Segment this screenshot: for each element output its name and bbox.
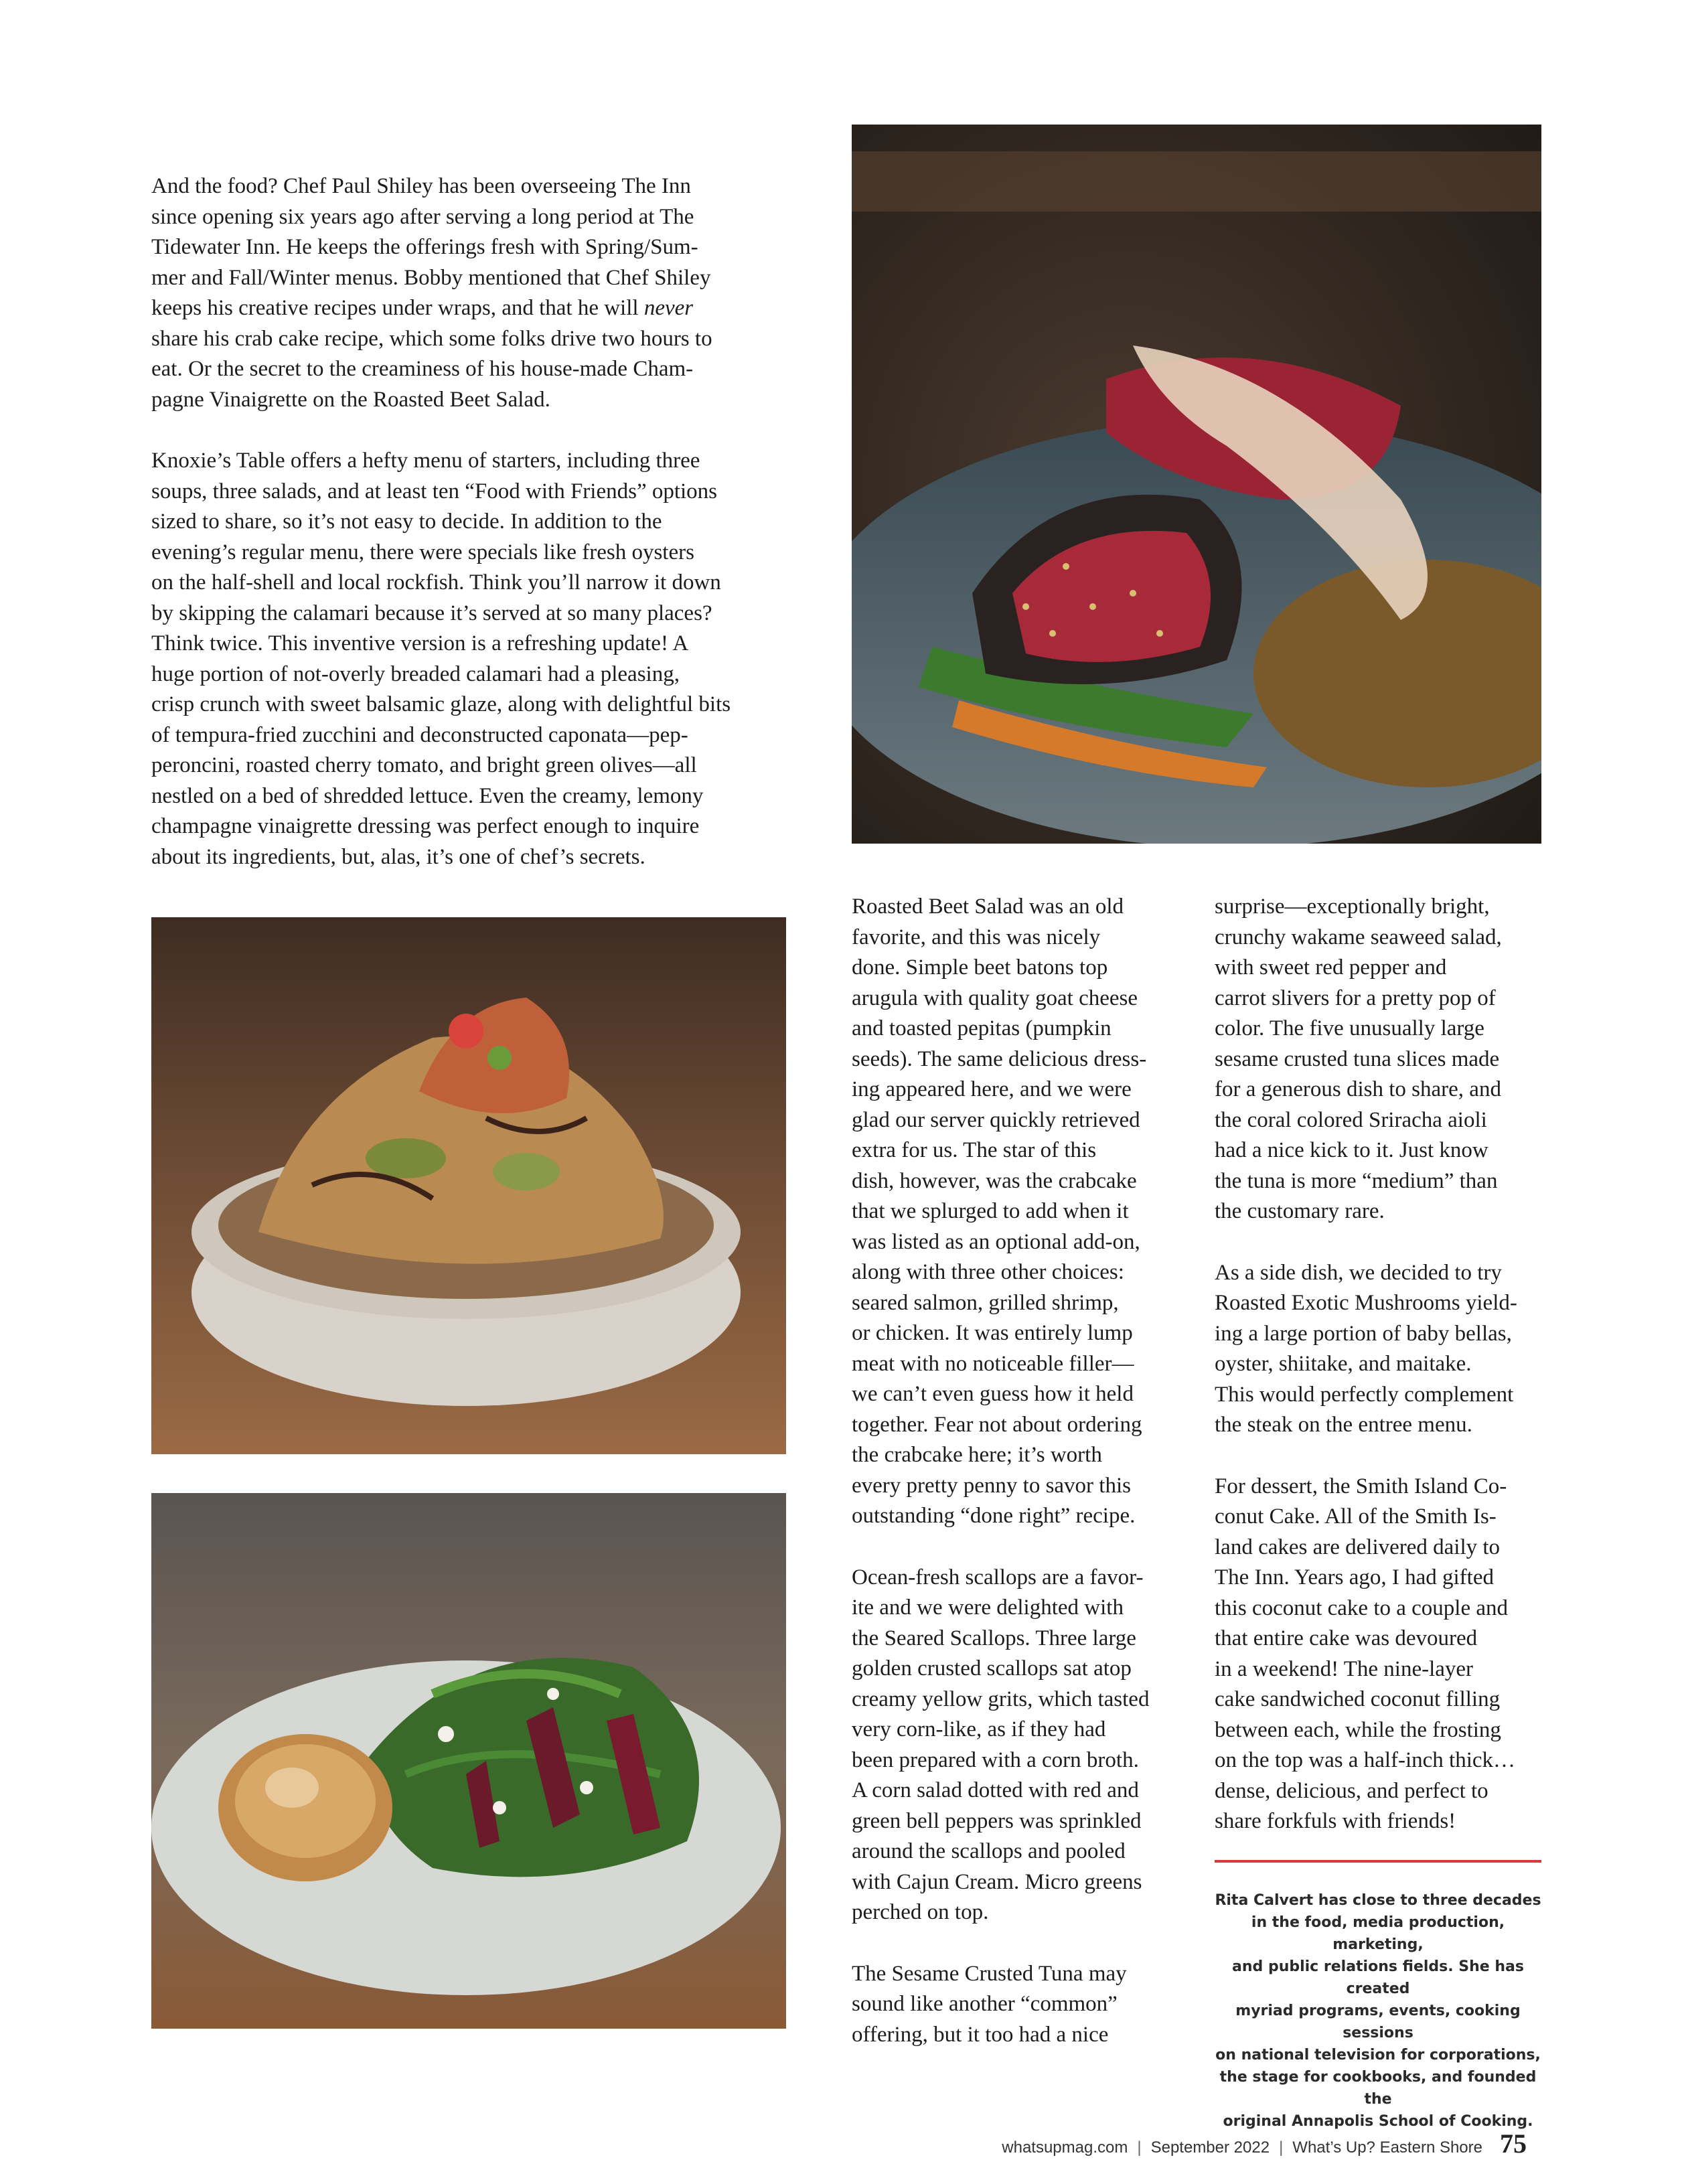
column-right [1215, 892, 1549, 1837]
photo-sesame-tuna [852, 125, 1541, 844]
paragraph-scallops: Ocean-fresh scallops are a favor- ite and we were delighted with the Seared Scallops. Three large golden crusted scallops sat atop creamy yellow grits, which tasted very corn-like, as if they had been prepared with a corn broth. A corn salad dotted with red and green bell peppers was sprinkled around the scallops and pooled with Cajun Cream. Micro greens perched on top. [852, 1565, 1150, 1924]
paragraph-tuna-continued: surprise—exceptionally bright, crunchy wakame seaweed salad, with sweet red pepper and carrot slivers for a pretty pop of color. The five unusually large sesame crusted tuna slices made for a generous dish to share, and the coral colored Sriracha aioli had a nice kick to it. Just know the tuna is more “medium” than the customary rare. [1215, 894, 1502, 1223]
beet-salad-image [151, 1493, 786, 2029]
paragraph-sesame-tuna: The Sesame Crusted Tuna may sound like another “common” offering, but it too had a nice [852, 1961, 1127, 2047]
paragraph-mushrooms: As a side dish, we decided to try Roasted Exotic Mushrooms yield- ing a large portion of baby bellas, oyster, shiitake, and maitake. This would perfectly complement the steak on the entree menu. [1215, 1260, 1517, 1437]
paragraph-beet-salad: Roasted Beet Salad was an old favorite, and this was nicely done. Simple beet batons top arugula with quality goat cheese and toasted pepitas (pumpkin seeds). The same delicious dress- ing appeared here, and we were glad our server quickly retrieved extra for us. The star of this dish, however, was the crabcake that we splurged to add when it was listed as an optional add-on, along with three other choices: seared salmon, grilled shrimp, or chicken. It was entirely lump meat with no noticeable filler— we can’t even guess how it held together. Fear not about ordering the crabcake here; it’s worth every pretty penny to savor this outstanding “done right” recipe. [852, 894, 1147, 1528]
footer-separator: | [1279, 2138, 1284, 2157]
column-left-top [151, 171, 794, 872]
page-number: 75 [1500, 2128, 1527, 2159]
column-middle [852, 892, 1187, 2050]
footer-site: whatsupmag.com [1002, 2138, 1128, 2157]
footer-publication: What’s Up? Eastern Shore [1292, 2138, 1482, 2157]
paragraph-dessert: For dessert, the Smith Island Co- conut Cake. All of the Smith Is- land cakes are delivered daily to The Inn. Years ago, I had gifted this coconut cake to a couple and that entire cake was devoured in a weekend! The nine-layer cake sandwiched coconut filling between each, while the frosting on the top was a half-inch thick… dense, delicious, and perfect to share forkfuls with friends! [1215, 1474, 1516, 1833]
paragraph-intro: And the food? Chef Paul Shiley has been overseeing The Inn since opening six years ago after serving a long period at The Tidewater Inn. He keeps the offerings fresh with Spring/Sum- mer and Fall/Winter menus. Bobby mentioned that Chef Shiley keeps his creative recipes under wraps, and that he will never share his crab cake recipe, which some folks drive two hours to eat. Or the secret to the creaminess of his house-made Cham- pagne Vinaigrette on the Roasted Beet Salad. [151, 174, 712, 412]
photo-beet-salad-crabcake [151, 1493, 786, 2029]
calamari-image [151, 917, 786, 1454]
footer-date: September 2022 [1150, 2138, 1270, 2157]
paragraph-knoxies-table: Knoxie’s Table offers a hefty menu of starters, including three soups, three salads, and at least ten “Food with Friends” options sized to share, so it’s not easy to decide. In addition to the evening’s regular menu, there were specials like fresh oysters on the half-shell and local rockfish. Think you’ll narrow it down by skipping the calamari because it’s served at so many places? Think twice. This inventive version is a refreshing update! A huge portion of not-overly breaded calamari had a pleasing, crisp crunch with sweet balsamic glaze, along with delightful bits of tempura-fried zucchini and deconstructed caponata—pep- peroncini, roasted cherry tomato, and bright green olives—all nestled on a bed of shredded lettuce. Even the creamy, lemony champagne vinaigrette dressing was perfect enough to inquire about its ingredients, but, alas, it’s one of chef’s secrets. [151, 449, 731, 869]
tuna-image [852, 125, 1541, 844]
bio-divider [1215, 1860, 1541, 1863]
page-footer [1002, 2128, 1527, 2159]
author-bio: Rita Calvert has close to three decades in the food, media production, marketing, and public relations fields. She has created myriad programs, events, cooking sessions on national television for corporations, the stage for cookbooks, and founded the original Annapolis School of Cooking. [1215, 1892, 1541, 2130]
footer-separator: | [1137, 2138, 1142, 2157]
photo-calamari [151, 917, 786, 1454]
